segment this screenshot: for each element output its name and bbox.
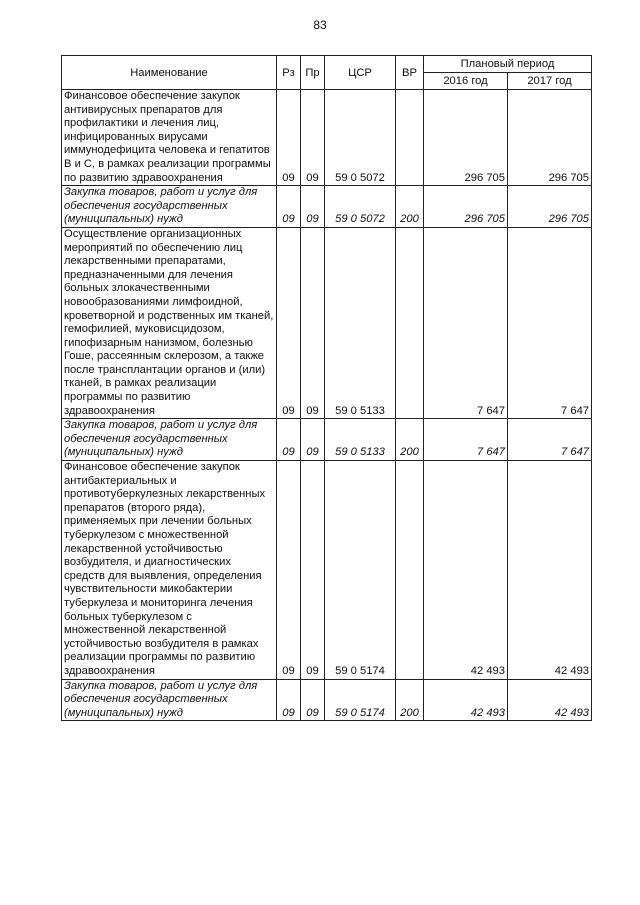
col-header-pr: Пр	[301, 56, 325, 90]
row-pr: 09	[301, 679, 325, 721]
col-header-csr: ЦСР	[325, 56, 396, 90]
row-name: Закупка товаров, работ и услуг для обеспечения государственных (муниципальных) нужд	[62, 419, 277, 461]
col-header-2017: 2017 год	[508, 73, 592, 90]
row-2017: 7 647	[508, 227, 592, 418]
row-rz: 09	[277, 461, 301, 680]
row-rz: 09	[277, 679, 301, 721]
row-pr: 09	[301, 461, 325, 680]
col-header-2016: 2016 год	[424, 73, 508, 90]
row-2017: 42 493	[508, 679, 592, 721]
table-row	[62, 419, 592, 461]
row-vr	[396, 461, 424, 680]
row-2016: 296 705	[424, 186, 508, 228]
row-csr: 59 0 5072	[325, 90, 396, 186]
row-2016: 296 705	[424, 90, 508, 186]
row-name: Закупка товаров, работ и услуг для обеспечения государственных (муниципальных) нужд	[62, 679, 277, 721]
header-row	[62, 56, 592, 73]
table-row	[62, 227, 592, 418]
page-number: 83	[313, 18, 327, 32]
row-csr: 59 0 5133	[325, 419, 396, 461]
row-rz: 09	[277, 90, 301, 186]
row-pr: 09	[301, 419, 325, 461]
row-vr	[396, 227, 424, 418]
table-row	[62, 461, 592, 680]
row-2017: 296 705	[508, 90, 592, 186]
table-row	[62, 679, 592, 721]
row-rz: 09	[277, 186, 301, 228]
row-2016: 42 493	[424, 679, 508, 721]
row-pr: 09	[301, 90, 325, 186]
row-csr: 59 0 5072	[325, 186, 396, 228]
row-name: Финансовое обеспечение закупок антибактериальных и противотуберкулезных лекарственных препаратов (второго ряда), применяемых при лечении больных туберкулезом с множественной лекарственной устойчивостью возбудителя, и диагностических средств для выявления, определения чувствительности микобактерии туберкулеза и мониторинга лечения больных туберкулезом с множественной лекарственной устойчивостью возбудителя в рамках реализации программы по развитию здравоохранения	[62, 461, 277, 680]
row-2016: 7 647	[424, 419, 508, 461]
col-header-planned-period: Плановый период	[424, 56, 592, 73]
table-row	[62, 90, 592, 186]
col-header-name: Наименование	[62, 56, 277, 90]
budget-table	[61, 55, 592, 721]
row-pr: 09	[301, 227, 325, 418]
col-header-vr: ВР	[396, 56, 424, 90]
row-2017: 296 705	[508, 186, 592, 228]
row-csr: 59 0 5174	[325, 679, 396, 721]
row-rz: 09	[277, 227, 301, 418]
col-header-rz: Рз	[277, 56, 301, 90]
row-csr: 59 0 5174	[325, 461, 396, 680]
row-vr: 200	[396, 186, 424, 228]
row-2016: 7 647	[424, 227, 508, 418]
row-2017: 7 647	[508, 419, 592, 461]
table-row	[62, 186, 592, 228]
row-vr: 200	[396, 679, 424, 721]
row-pr: 09	[301, 186, 325, 228]
row-name: Финансовое обеспечение закупок антивирусных препаратов для профилактики и лечения лиц, инфицированных вирусами иммунодефицита человека и гепатитов В и С, в рамках реализации программы по развитию здравоохранения	[62, 90, 277, 186]
row-csr: 59 0 5133	[325, 227, 396, 418]
row-name: Закупка товаров, работ и услуг для обеспечения государственных (муниципальных) нужд	[62, 186, 277, 228]
row-2016: 42 493	[424, 461, 508, 680]
row-vr	[396, 90, 424, 186]
row-rz: 09	[277, 419, 301, 461]
row-vr: 200	[396, 419, 424, 461]
row-2017: 42 493	[508, 461, 592, 680]
row-name: Осуществление организационных мероприятий по обеспечению лиц лекарственными препаратами, предназначенными для лечения больных злокачественными новообразованиями лимфоидной, кроветворной и родственных им тканей, гемофилией, муковисцидозом, гипофизарным нанизмом, болезнью Гоше, рассеянным склерозом, а также после трансплантации органов и (или) тканей, в рамках реализации программы по развитию здравоохранения	[62, 227, 277, 418]
